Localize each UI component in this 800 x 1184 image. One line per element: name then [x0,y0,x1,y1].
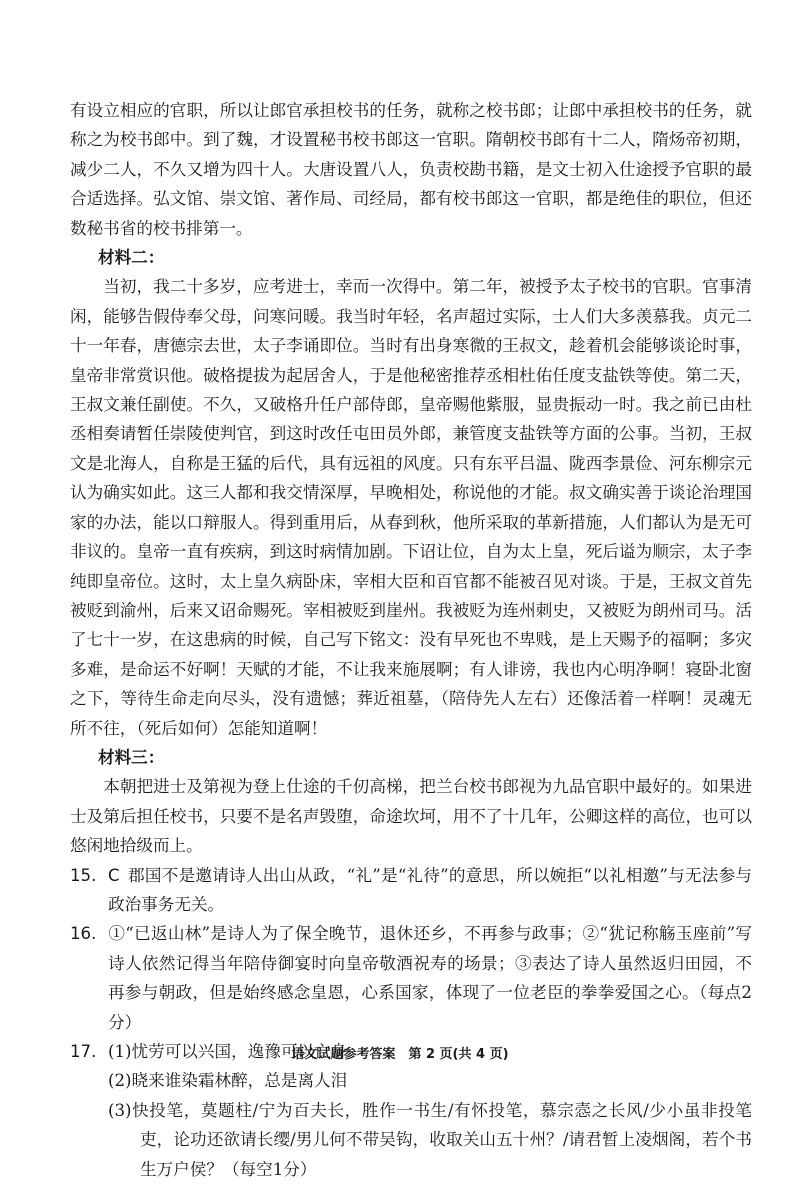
answer-15-number: 15. [70,865,97,885]
material-one-continued: 有设立相应的官职，所以让郎官承担校书的任务，就称之校书郎；让郎中承担校书的任务，就称之为校书郎中。到了魏，才设置秘书校书郎这一官职。隋朝校书郎有十二人，隋炀帝初期，减少二人，不久又增为四十人。大唐设置八人，负责校勘书籍，是文士初入仕途授予官职的最合适选择。弘文馆、崇文馆、著作局、司经局，都有校书郎这一官职，都是绝佳的职位，但还数秘书省的校书排第一。 [70,101,752,238]
material-three-text: 本朝把进士及第视为登上仕途的千仞高梯，把兰台校书郎视为九品官职中最好的。如果进士及第后担任校书，只要不是名声毁堕，命途坎坷，用不了十几年，公卿这样的高位，也可以悠闲地拾级而上。 [70,777,752,856]
material-two-heading: 材料二： [98,247,165,268]
material-two-text: 当初，我二十多岁，应考进士，幸而一次得中。第二年，被授予太子校书的官职。官事清闲，能够告假侍奉父母，问寒问暖。我当时年轻，名声超过实际，士人们大多羡慕我。贞元二十一年春，唐德宗去世，太子李诵即位。当时有出身寒微的王叔文，趁着机会能够谈论时事，皇帝非常赏识他。破格提拔为起居舍人，于是他秘密推荐丞相杜佑任度支盐铁等使。第二天，王叔文兼任副使。不久，又破格升任户部侍郎，皇帝赐他紫服，显贵振动一时。我之前已由杜丞相奏请暂任崇陵使判官，到这时改任屯田员外郎，兼管度支盐铁等方面的公事。当初，王叔文是北海人，自称是王猛的后代，具有远祖的风度。只有东平吕温、陇西李景俭、河东柳宗元认为确实如此。这三人都和我交情深厚，早晚相处，称说他的才能。叔文确实善于谈论治理国家的办法，能以口辩服人。得到重用后，从春到秋，他所采取的革新措施，人们都认为是无可非议的。皇帝一直有疾病，到这时病情加剧。下诏让位，自为太上皇，死后谥为顺宗，太子李纯即皇帝位。这时，太上皇久病卧床，宰相大臣和百官都不能被召见对谈。于是，王叔文首先被贬到渝州，后来又诏命赐死。宰相被贬到崖州。我被贬为连州刺史，又被贬为朗州司马。活了七十一岁，在这患病的时候，自己写下铭文：没有早死也不卑贱，是上天赐予的福啊；多灾多难，是命运不好啊！天赋的才能，不让我来施展啊；有人诽谤，我也内心明净啊！寝卧北窗之下，等待生命走向尽头，没有遗憾；葬近祖墓，（陪侍先人左右）还像活着一样啊！灵魂无所不往，（死后如何）怎能知道啊！ [70,277,752,738]
answer-17-part-1: (1)忧劳可以兴国，逸豫可以亡身 [108,1042,348,1061]
answer-16-number: 16. [70,924,97,944]
answer-16 [70,919,752,1037]
answer-17-part-2: (2)晓来谁染霜林醉，总是离人泪 [108,1071,348,1091]
answer-15-text: 郡国不是邀请诗人出山从政，“礼”是“礼待”的意思，所以婉拒“以礼相邀”与无法参与政治事务无关。 [108,865,752,914]
answer-15 [70,861,752,920]
material-three-heading: 材料三： [98,746,165,767]
answer-15-choice: C [108,865,120,885]
answer-17-number: 17. [70,1042,97,1061]
answer-17-part-3: (3)快投笔，莫题柱/宁为百夫长，胜作一书生/有怀投笔，慕宗悫之长风/少小虽非投笔吏，论功还欲请长缨/男儿何不带吴钩，收取关山五十州？/请君暂上凌烟阁，若个书生万户侯？（每空1分） [108,1100,752,1179]
page-footer: 语文试题参考答案 第 2 页(共 4 页) [291,1047,509,1062]
answer-16-text: ①“已返山林”是诗人为了保全晚节，退休还乡，不再参与政事；②“犹记称觞玉座前”写诗人依然记得当年陪侍御宴时向皇帝敬酒祝寿的场景；③表达了诗人虽然返归田园，不再参与朝政，但是始终感念皇恩，心系国家，体现了一位老臣的拳拳爱国之心。（每点2分） [108,924,752,1032]
answer-key-page [70,96,752,1184]
